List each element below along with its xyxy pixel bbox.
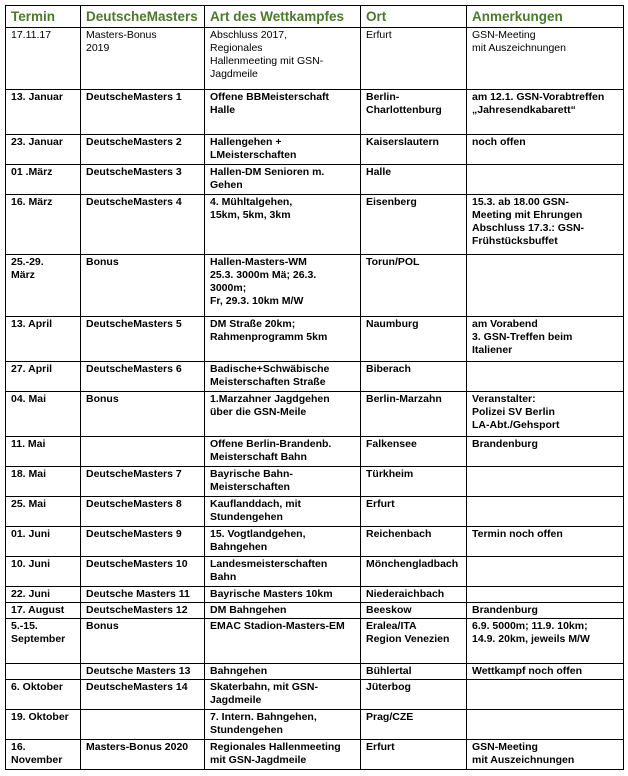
cell-anmerkungen: 6.9. 5000m; 11.9. 10km; 14.9. 20km, jeweils M/W xyxy=(467,619,624,664)
table-row xyxy=(6,362,624,392)
header-art-des-wettkampfes: Art des Wettkampfes xyxy=(205,6,361,28)
cell-termin: 16. November xyxy=(6,740,81,770)
cell-deutschemasters: Deutsche Masters 13 xyxy=(81,664,205,680)
cell-deutschemasters xyxy=(81,437,205,467)
cell-anmerkungen: am Vorabend 3. GSN-Treffen beim Italiener xyxy=(467,317,624,362)
cell-anmerkungen xyxy=(467,467,624,497)
cell-ort: Berlin-Marzahn xyxy=(361,392,467,437)
header-anmerkungen: Anmerkungen xyxy=(467,6,624,28)
schedule-page xyxy=(5,5,624,770)
cell-art: DM Straße 20km; Rahmenprogramm 5km xyxy=(205,317,361,362)
cell-termin: 22. Juni xyxy=(6,587,81,603)
cell-art: EMAC Stadion-Masters-EM xyxy=(205,619,361,664)
cell-deutschemasters: DeutscheMasters 12 xyxy=(81,603,205,619)
cell-termin: 11. Mai xyxy=(6,437,81,467)
table-row xyxy=(6,527,624,557)
cell-art: 15. Vogtlandgehen, Bahngehen xyxy=(205,527,361,557)
cell-anmerkungen xyxy=(467,710,624,740)
cell-ort: Bühlertal xyxy=(361,664,467,680)
table-row xyxy=(6,587,624,603)
cell-anmerkungen xyxy=(467,557,624,587)
cell-termin: 01 .März xyxy=(6,165,81,195)
cell-deutschemasters: DeutscheMasters 5 xyxy=(81,317,205,362)
cell-termin: 04. Mai xyxy=(6,392,81,437)
cell-ort: Prag/CZE xyxy=(361,710,467,740)
cell-termin: 25. Mai xyxy=(6,497,81,527)
cell-ort: Biberach xyxy=(361,362,467,392)
header-deutschemasters: DeutscheMasters xyxy=(81,6,205,28)
cell-anmerkungen: GSN-Meeting mit Auszeichnungen xyxy=(467,28,624,90)
cell-anmerkungen xyxy=(467,587,624,603)
cell-termin: 17. August xyxy=(6,603,81,619)
cell-termin: 27. April xyxy=(6,362,81,392)
cell-deutschemasters: Bonus xyxy=(81,619,205,664)
cell-anmerkungen: Termin noch offen xyxy=(467,527,624,557)
cell-anmerkungen xyxy=(467,497,624,527)
cell-art: Landesmeisterschaften Bahn xyxy=(205,557,361,587)
cell-ort: Eralea/ITA Region Venezien xyxy=(361,619,467,664)
cell-ort: Halle xyxy=(361,165,467,195)
cell-deutschemasters: Bonus xyxy=(81,255,205,317)
table-row xyxy=(6,467,624,497)
cell-deutschemasters: DeutscheMasters 4 xyxy=(81,195,205,255)
cell-anmerkungen: Wettkampf noch offen xyxy=(467,664,624,680)
table-row xyxy=(6,317,624,362)
cell-termin: 13. April xyxy=(6,317,81,362)
table-row xyxy=(6,619,624,664)
cell-ort: Mönchengladbach xyxy=(361,557,467,587)
cell-ort: Berlin- Charlottenburg xyxy=(361,90,467,135)
cell-deutschemasters: DeutscheMasters 8 xyxy=(81,497,205,527)
table-row xyxy=(6,135,624,165)
table-row xyxy=(6,165,624,195)
cell-deutschemasters: DeutscheMasters 6 xyxy=(81,362,205,392)
cell-deutschemasters: DeutscheMasters 14 xyxy=(81,680,205,710)
table-row xyxy=(6,255,624,317)
cell-termin: 18. Mai xyxy=(6,467,81,497)
cell-ort: Jüterbog xyxy=(361,680,467,710)
cell-anmerkungen xyxy=(467,680,624,710)
cell-anmerkungen xyxy=(467,165,624,195)
table-row xyxy=(6,437,624,467)
cell-anmerkungen: GSN-Meeting mit Auszeichnungen xyxy=(467,740,624,770)
table-row xyxy=(6,740,624,770)
table-row xyxy=(6,497,624,527)
cell-deutschemasters: DeutscheMasters 3 xyxy=(81,165,205,195)
table-row xyxy=(6,680,624,710)
table-row xyxy=(6,603,624,619)
cell-ort: Falkensee xyxy=(361,437,467,467)
cell-anmerkungen xyxy=(467,255,624,317)
cell-ort: Kaiserslautern xyxy=(361,135,467,165)
cell-deutschemasters: DeutscheMasters 1 xyxy=(81,90,205,135)
cell-art: Skaterbahn, mit GSN- Jagdmeile xyxy=(205,680,361,710)
cell-termin: 23. Januar xyxy=(6,135,81,165)
cell-deutschemasters: DeutscheMasters 10 xyxy=(81,557,205,587)
cell-termin: 19. Oktober xyxy=(6,710,81,740)
table-row xyxy=(6,392,624,437)
cell-art: Bahngehen xyxy=(205,664,361,680)
cell-art: Hallen-Masters-WM 25.3. 3000m Mä; 26.3. 3000m; Fr, 29.3. 10km M/W xyxy=(205,255,361,317)
cell-ort: Beeskow xyxy=(361,603,467,619)
header-ort: Ort xyxy=(361,6,467,28)
cell-art: Offene BBMeisterschaft Halle xyxy=(205,90,361,135)
table-row xyxy=(6,664,624,680)
cell-ort: Eisenberg xyxy=(361,195,467,255)
cell-termin: 5.-15. September xyxy=(6,619,81,664)
cell-art: Bayrische Masters 10km xyxy=(205,587,361,603)
cell-art: Hallengehen + LMeisterschaften xyxy=(205,135,361,165)
cell-art: DM Bahngehen xyxy=(205,603,361,619)
cell-ort: Reichenbach xyxy=(361,527,467,557)
table-row xyxy=(6,195,624,255)
table-row xyxy=(6,90,624,135)
cell-anmerkungen: Brandenburg xyxy=(467,437,624,467)
cell-termin xyxy=(6,664,81,680)
cell-anmerkungen xyxy=(467,362,624,392)
cell-anmerkungen: noch offen xyxy=(467,135,624,165)
cell-art: 1.Marzahner Jagdgehen über die GSN-Meile xyxy=(205,392,361,437)
cell-art: Hallen-DM Senioren m. Gehen xyxy=(205,165,361,195)
cell-deutschemasters: Bonus xyxy=(81,392,205,437)
cell-deutschemasters: Masters-Bonus 2019 xyxy=(81,28,205,90)
cell-anmerkungen: 15.3. ab 18.00 GSN- Meeting mit Ehrungen Abschluss 17.3.: GSN- Frühstücksbuffet xyxy=(467,195,624,255)
cell-termin: 6. Oktober xyxy=(6,680,81,710)
schedule-body xyxy=(6,28,624,770)
table-row xyxy=(6,28,624,90)
header-termin: Termin xyxy=(6,6,81,28)
cell-anmerkungen: Brandenburg xyxy=(467,603,624,619)
cell-art: 4. Mühltalgehen, 15km, 5km, 3km xyxy=(205,195,361,255)
cell-deutschemasters xyxy=(81,710,205,740)
cell-deutschemasters: Deutsche Masters 11 xyxy=(81,587,205,603)
cell-ort: Erfurt xyxy=(361,28,467,90)
cell-art: 7. Intern. Bahngehen, Stundengehen xyxy=(205,710,361,740)
cell-art: Bayrische Bahn- Meisterschaften xyxy=(205,467,361,497)
cell-art: Offene Berlin-Brandenb. Meisterschaft Bahn xyxy=(205,437,361,467)
cell-deutschemasters: DeutscheMasters 9 xyxy=(81,527,205,557)
cell-ort: Türkheim xyxy=(361,467,467,497)
cell-termin: 10. Juni xyxy=(6,557,81,587)
cell-termin: 16. März xyxy=(6,195,81,255)
cell-deutschemasters: Masters-Bonus 2020 xyxy=(81,740,205,770)
cell-termin: 13. Januar xyxy=(6,90,81,135)
cell-termin: 01. Juni xyxy=(6,527,81,557)
header-row xyxy=(6,6,624,28)
cell-ort: Erfurt xyxy=(361,740,467,770)
cell-ort: Naumburg xyxy=(361,317,467,362)
cell-art: Kauflanddach, mit Stundengehen xyxy=(205,497,361,527)
cell-ort: Erfurt xyxy=(361,497,467,527)
cell-art: Abschluss 2017, Regionales Hallenmeeting mit GSN- Jagdmeile xyxy=(205,28,361,90)
cell-termin: 25.-29. März xyxy=(6,255,81,317)
table-row xyxy=(6,557,624,587)
cell-termin: 17.11.17 xyxy=(6,28,81,90)
cell-ort: Torun/POL xyxy=(361,255,467,317)
table-row xyxy=(6,710,624,740)
schedule-table xyxy=(5,5,624,770)
cell-anmerkungen: Veranstalter: Polizei SV Berlin LA-Abt./Gehsport xyxy=(467,392,624,437)
cell-art: Badische+Schwäbische Meisterschaften Straße xyxy=(205,362,361,392)
cell-art: Regionales Hallenmeeting mit GSN-Jagdmeile xyxy=(205,740,361,770)
cell-anmerkungen: am 12.1. GSN-Vorabtreffen „Jahresendkabarett“ xyxy=(467,90,624,135)
cell-deutschemasters: DeutscheMasters 7 xyxy=(81,467,205,497)
cell-ort: Niederaichbach xyxy=(361,587,467,603)
cell-deutschemasters: DeutscheMasters 2 xyxy=(81,135,205,165)
